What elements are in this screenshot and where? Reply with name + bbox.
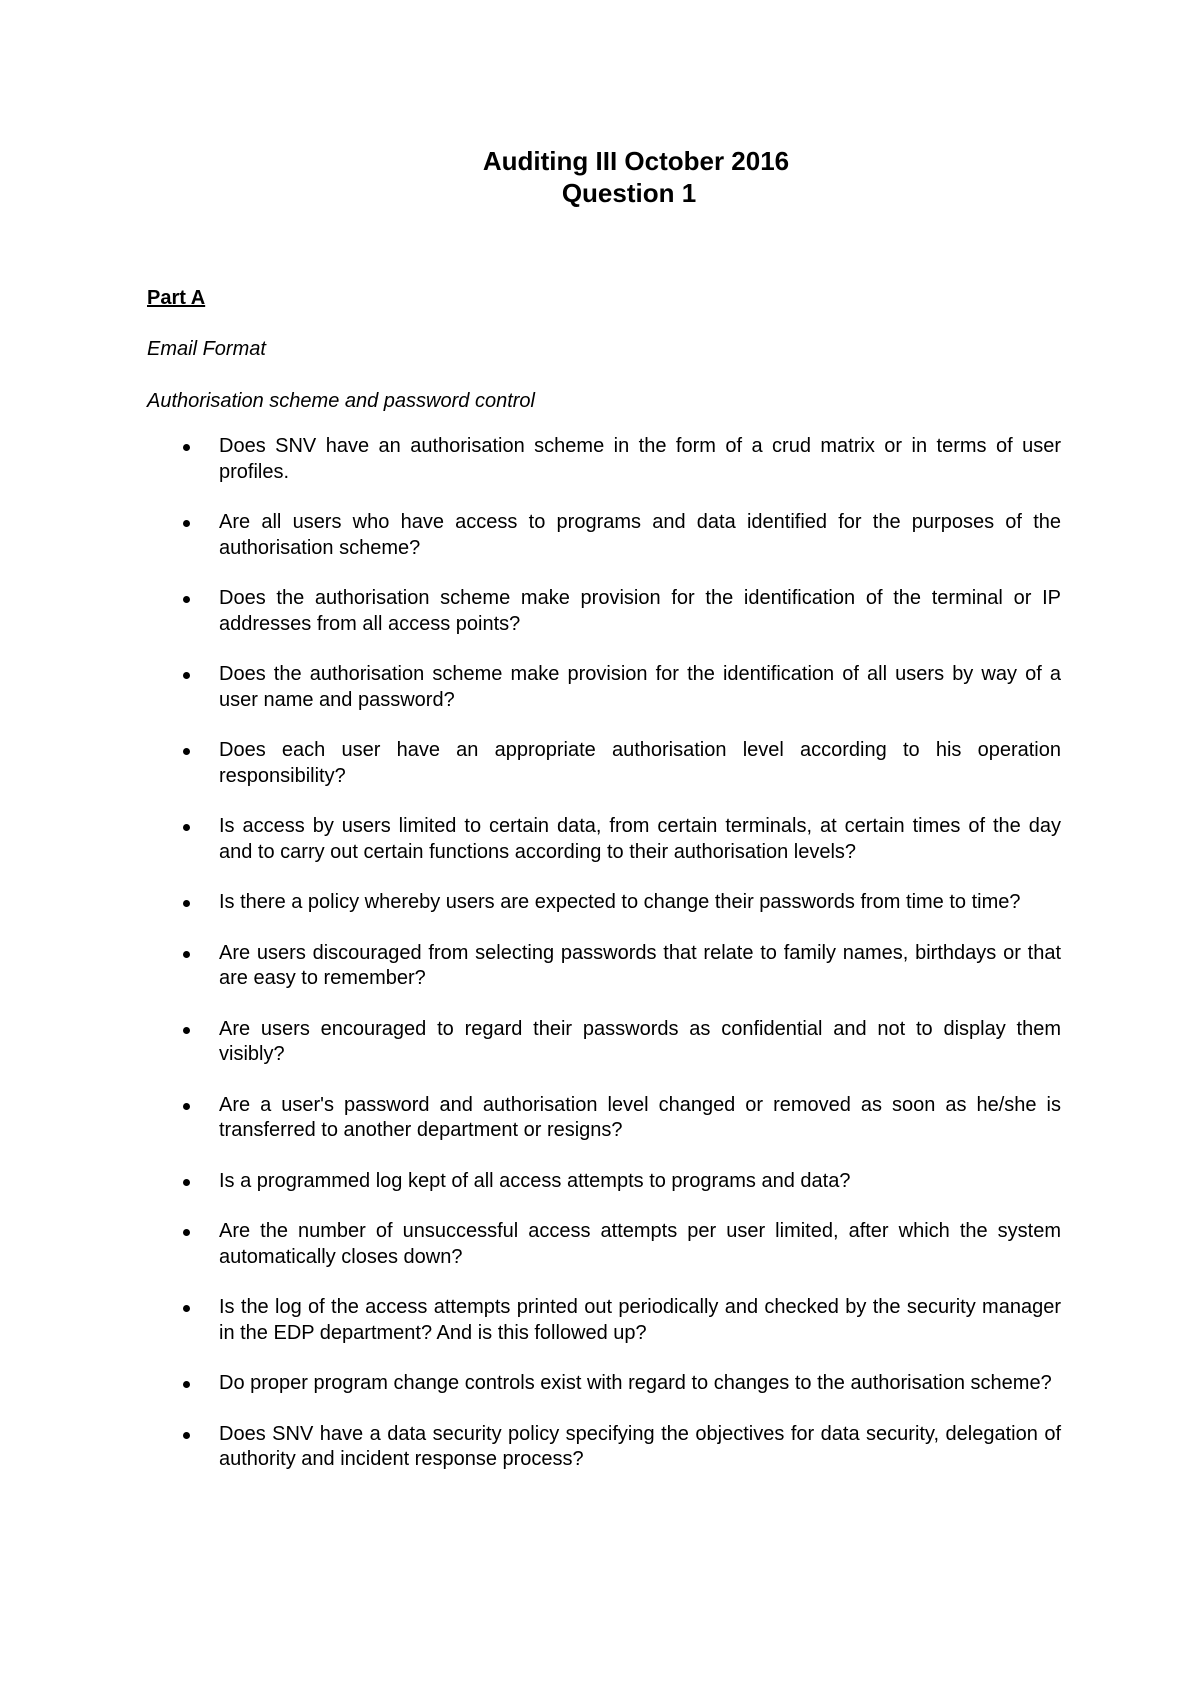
bullet-icon <box>183 596 190 603</box>
list-item-text: Does each user have an appropriate authorisation level according to his operation responsibility? <box>219 739 1061 787</box>
bullet-icon <box>183 444 190 451</box>
part-heading: Part A <box>147 287 206 309</box>
bullet-icon <box>183 1179 190 1186</box>
list-item-text: Is there a policy whereby users are expected to change their passwords from time to time? <box>219 891 1021 913</box>
list-item <box>147 941 1061 992</box>
list-item-text: Does the authorisation scheme make provision for the identification of all users by way of a user name and password? <box>219 663 1061 711</box>
list-item <box>147 738 1061 789</box>
bullet-icon <box>183 1027 190 1034</box>
bullet-icon <box>183 1305 190 1312</box>
list-item <box>147 1219 1061 1270</box>
list-item <box>147 1371 1061 1397</box>
list-item <box>147 1093 1061 1144</box>
list-item <box>147 814 1061 865</box>
list-item <box>147 890 1061 916</box>
list-item-text: Are users discouraged from selecting passwords that relate to family names, birthdays or that are easy to remember? <box>219 941 1061 989</box>
list-item <box>147 1017 1061 1068</box>
bullet-icon <box>183 951 190 958</box>
list-item <box>147 662 1061 713</box>
bullet-icon <box>183 824 190 831</box>
subheading-authorisation: Authorisation scheme and password control <box>147 389 535 412</box>
bullet-icon <box>183 1229 190 1236</box>
document-body <box>147 286 1061 1498</box>
question-list <box>147 434 1061 1473</box>
list-item-text: Are all users who have access to programs and data identified for the purposes of the authorisation scheme? <box>219 511 1061 559</box>
document-title <box>0 145 1200 209</box>
list-item-text: Is the log of the access attempts printed out periodically and checked by the security manager in the EDP department? And is this followed up? <box>219 1296 1061 1344</box>
list-item <box>147 510 1061 561</box>
bullet-icon <box>183 900 190 907</box>
list-item-text: Are users encouraged to regard their passwords as confidential and not to display them visibly? <box>219 1017 1061 1065</box>
list-item-text: Is a programmed log kept of all access attempts to programs and data? <box>219 1169 851 1192</box>
bullet-icon <box>183 520 190 527</box>
bullet-icon <box>183 1432 190 1439</box>
list-item <box>147 434 1061 485</box>
bullet-icon <box>183 1381 190 1388</box>
list-item <box>147 1422 1061 1473</box>
title-line-2: Question 1 <box>561 178 697 208</box>
bullet-icon <box>183 1103 190 1110</box>
list-item-text: Does SNV have a data security policy specifying the objectives for data security, delegation of authority and incident response process? <box>219 1422 1061 1470</box>
list-item <box>147 1169 1061 1195</box>
list-item-text: Is access by users limited to certain data, from certain terminals, at certain times of the day and to carry out certain functions according to their authorisation levels? <box>219 815 1061 863</box>
bullet-icon <box>183 672 190 679</box>
list-item-text: Does the authorisation scheme make provision for the identification of the terminal or IP addresses from all access points? <box>219 587 1061 635</box>
list-item-text: Are the number of unsuccessful access attempts per user limited, after which the system automatically closes down? <box>219 1220 1061 1268</box>
title-line-1: Auditing III October 2016 <box>482 146 790 176</box>
bullet-icon <box>183 748 190 755</box>
list-item-text: Do proper program change controls exist with regard to changes to the authorisation scheme? <box>219 1372 1052 1394</box>
list-item <box>147 586 1061 637</box>
subheading-email-format: Email Format <box>147 338 266 360</box>
list-item-text: Does SNV have an authorisation scheme in the form of a crud matrix or in terms of user profiles. <box>219 435 1061 483</box>
list-item-text: Are a user's password and authorisation level changed or removed as soon as he/she is transferred to another department or resigns? <box>219 1093 1061 1141</box>
list-item <box>147 1295 1061 1346</box>
